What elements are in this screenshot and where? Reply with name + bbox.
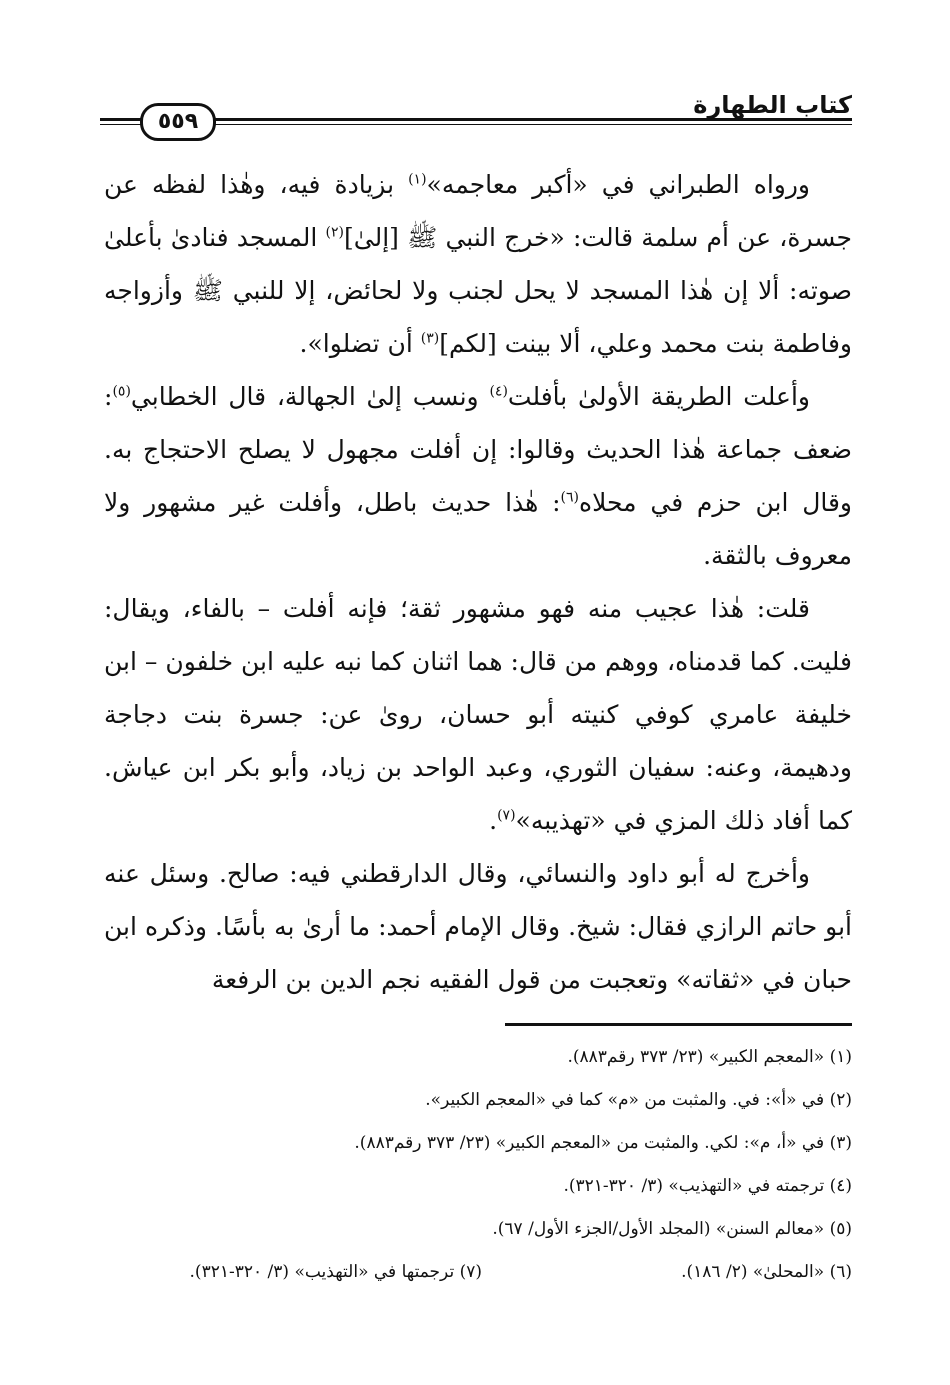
footnote: (١) «المعجم الكبير» (٢٣/ ٣٧٣ رقم٨٨٣). [567, 1047, 852, 1067]
text-run: وأخرج له أبو داود والنسائي، وقال الدارقطني فيه: صالح. وسئل عنه أبو حاتم الرازي فقال: شيخ. وقال الإمام أحمد: ما أرىٰ به بأسًا. وذكره ابن حبان في «ثقاته» وتعجبت من قول الفقيه نجم الدين بن الرفعة [104, 859, 852, 994]
footnote-marker: (٢) [325, 224, 344, 241]
text-run: وأعلت الطريقة الأولىٰ بأفلت [507, 382, 810, 411]
paragraph [104, 370, 852, 582]
paragraph [104, 158, 852, 370]
footnote-marker: (٥) [112, 383, 131, 400]
running-header [100, 90, 852, 140]
footnotes [104, 1036, 852, 1294]
footnote-marker: (١) [408, 171, 427, 188]
footnote: (٢) في «أ»: في. والمثبت من «م» كما في «المعجم الكبير». [425, 1090, 852, 1110]
footnote-separator [505, 1023, 852, 1026]
footnote-marker: (٧) [497, 807, 516, 824]
footnote: (٣) في «أ، م»: لكي. والمثبت من «المعجم الكبير» (٢٣/ ٣٧٣ رقم٨٨٣). [354, 1133, 852, 1153]
footnote-marker: (٤) [489, 383, 508, 400]
text-run: أن تضلوا». [299, 329, 421, 358]
text-run: : هٰذا حديث باطل، وأفلت غير مشهور ولا معروف بالثقة. [104, 488, 852, 570]
footnote-marker: (٦) [560, 489, 580, 506]
text-run: المسجد فنادىٰ بأعلىٰ صوته: ألا إن هٰذا المسجد لا يحل لجنب ولا لحائض، إلا للنبي ﷺ وأزواجه وفاطمة بنت محمد وعلي، ألا بينت [لكم] [104, 223, 852, 358]
paragraph [104, 847, 852, 1006]
footnote: (٥) «معالم السنن» (المجلد الأول/الجزء الأول/ ٦٧). [492, 1219, 852, 1239]
page-number: ٥٥٩ [140, 103, 216, 141]
footnote-pair [104, 1251, 852, 1294]
text-run: : ضعف جماعة هٰذا الحديث وقالوا: إن أفلت مجهول لا يصلح الاحتجاج به. وقال ابن حزم في محلاه [104, 382, 852, 517]
footnote: (٤) ترجمته في «التهذيب» (٣/ ٣٢٠-٣٢١). [563, 1176, 852, 1196]
main-text [104, 158, 852, 1006]
book-title: كتاب الطهارة [693, 91, 852, 119]
text-run: ونسب إلىٰ الجهالة، قال الخطابي [130, 382, 490, 411]
text-run: بزيادة فيه، وهٰذا لفظه عن جسرة، عن أم سلمة قالت: «خرج النبي ﷺ [إلىٰ] [104, 170, 852, 252]
footnote: (٦) «المحلىٰ» (٢/ ١٨٦). [681, 1262, 852, 1282]
paragraph [104, 582, 852, 847]
footnote: (٧) ترجمتها في «التهذيب» (٣/ ٣٢٠-٣٢١). [189, 1262, 482, 1282]
text-run: قلت: هٰذا عجيب منه فهو مشهور ثقة؛ فإنه أفلت – بالفاء، ويقال: فليت. كما قدمناه، ووهم من قال: هما اثنان كما نبه عليه ابن خلفون – ابن خليفة عامري كوفي كنيته أبو حسان، روىٰ عن: جسرة بنت دجاجة ودهيمة، وعنه: سفيان الثوري، وعبد الواحد بن زياد، وأبو بكر ابن عياش. كما أفاد ذلك المزي في «تهذيبه» [104, 594, 852, 835]
text-run: ورواه الطبراني في «أكبر معاجمه» [426, 170, 810, 199]
footnote-marker: (٣) [420, 330, 440, 347]
text-run: . [489, 806, 498, 835]
